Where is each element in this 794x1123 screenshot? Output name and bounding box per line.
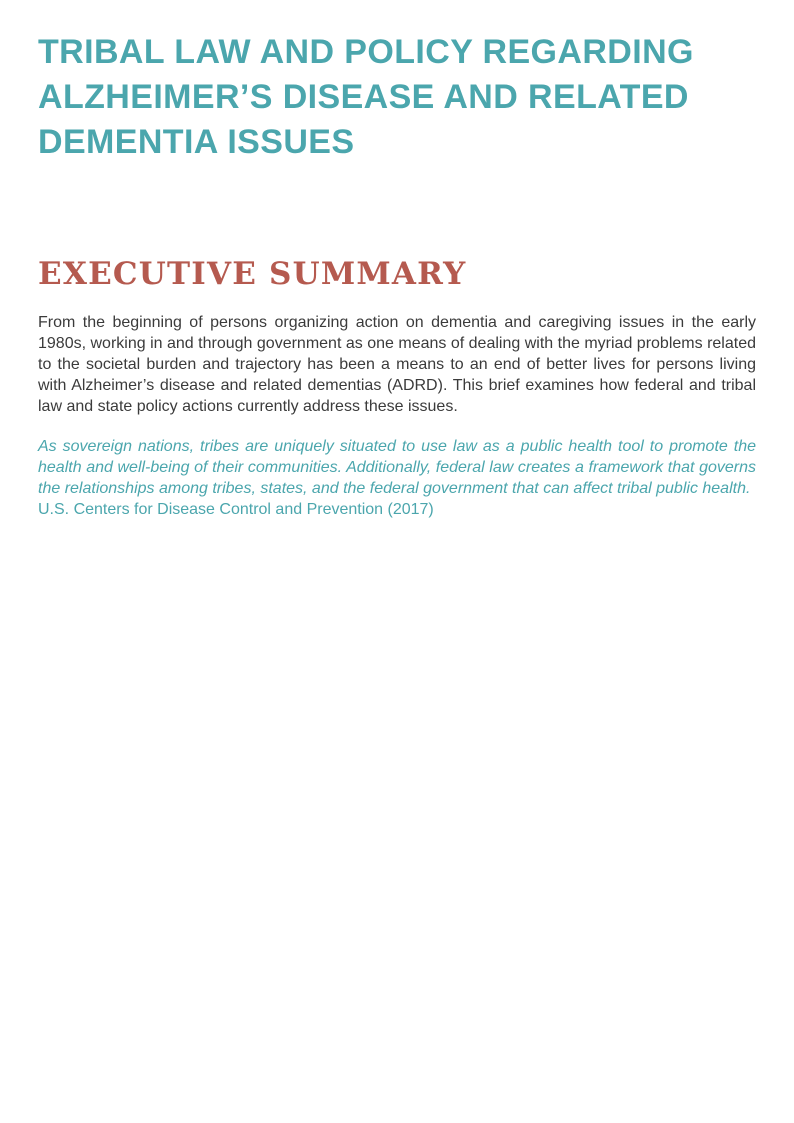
section-heading-executive-summary: EXECUTIVE SUMMARY — [38, 256, 467, 292]
quote-source: U.S. Centers for Disease Control and Prevention (2017) — [38, 501, 434, 518]
document-page — [38, 30, 756, 518]
document-title: TRIBAL LAW AND POLICY REGARDING ALZHEIMER’S DISEASE AND RELATED DEMENTIA ISSUES — [38, 33, 694, 161]
executive-summary-paragraph: From the beginning of persons organizing action on dementia and caregiving issues in the early 1980s, working in and through government as one means of dealing with the myriad problems related to the societal burden and trajectory has been a means to an end of better lives for persons living with Alzheimer’s disease and related dementias (ADRD). This brief examines how federal and tribal law and state policy actions currently address these issues. — [38, 314, 756, 415]
quote-block — [38, 436, 756, 520]
quote-text: As sovereign nations, tribes are uniquely situated to use law as a public health tool to promote the health and well-being of their communities. Additionally, federal law creates a framework that governs the relationships among tribes, states, and the federal government that can affect tribal public health. — [38, 438, 756, 497]
